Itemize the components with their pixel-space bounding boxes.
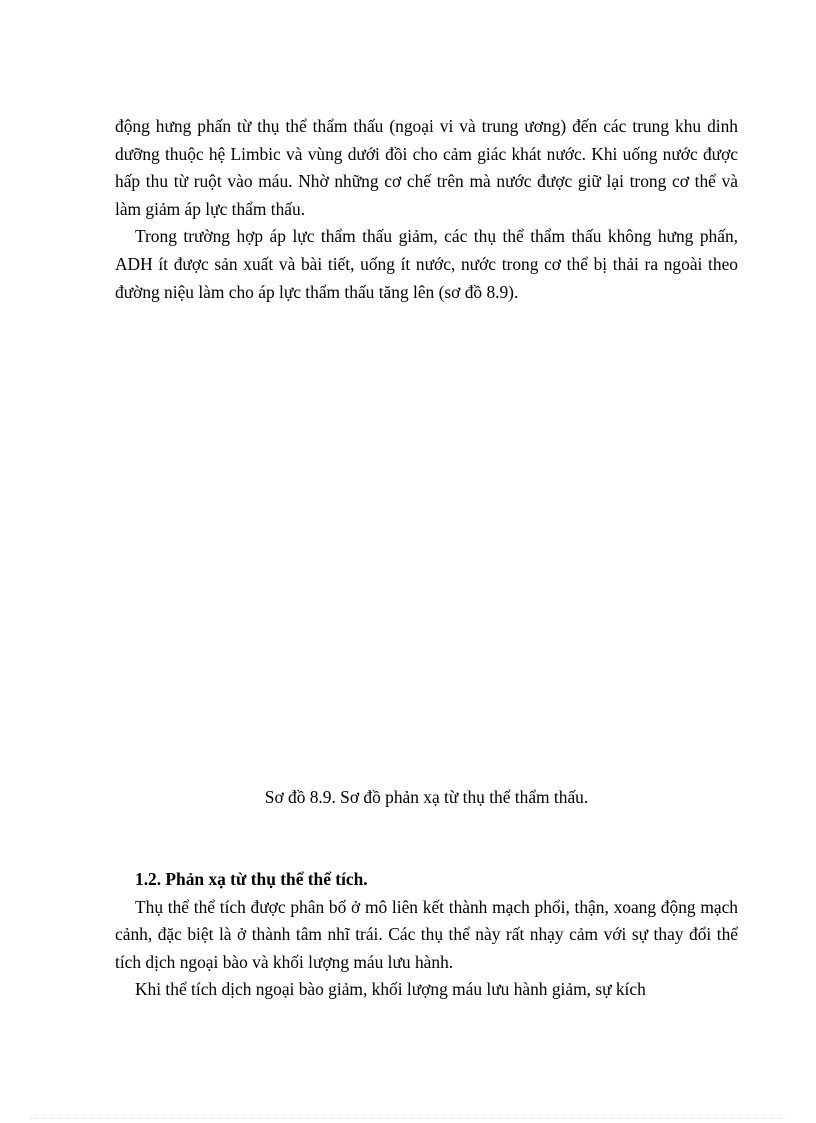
page-bottom-divider (30, 1118, 786, 1119)
paragraph-osmotic-decrease: Trong trường hợp áp lực thẩm thấu giảm, các thụ thể thẩm thấu không hưng phấn, ADH ít được sản xuất và bài tiết, uống ít nước, nước trong cơ thể bị thải ra ngoài theo đường niệu làm cho áp lực thẩm thấu tăng lên (sơ đồ 8.9). (115, 226, 738, 302)
top-text-block (115, 113, 738, 306)
figure-caption: Sơ đồ 8.9. Sơ đồ phản xạ từ thụ thể thẩm thấu. (264, 787, 589, 807)
paragraph-volume-decrease: Khi thể tích dịch ngoại bào giảm, khối lượng máu lưu hành giảm, sự kích (135, 979, 646, 1000)
paragraph-volume-receptors: Thụ thể thể tích được phân bố ở mô liên kết thành mạch phổi, thận, xoang động mạch cảnh, đặc biệt là ở thành tâm nhĩ trái. Các thụ thể này rất nhạy cảm với sự thay đổi thể tích dịch ngoại bào và khối lượng máu lưu hành. (115, 896, 738, 972)
intro-paragraph: động hưng phấn từ thụ thể thẩm thấu (ngoại vi và trung ương) đến các trung khu dinh dưỡng thuộc hệ Limbic và vùng dưới đồi cho cảm giác khát nước. Khi uống nước được hấp thu từ ruột vào máu. Nhờ những cơ chế trên mà nước được giữ lại trong cơ thể và làm giảm áp lực thẩm thấu. (115, 116, 738, 219)
figure-area (115, 320, 738, 770)
bottom-text-block (115, 866, 738, 1004)
section-heading: 1.2. Phản xạ từ thụ thể thể tích. (135, 869, 368, 889)
